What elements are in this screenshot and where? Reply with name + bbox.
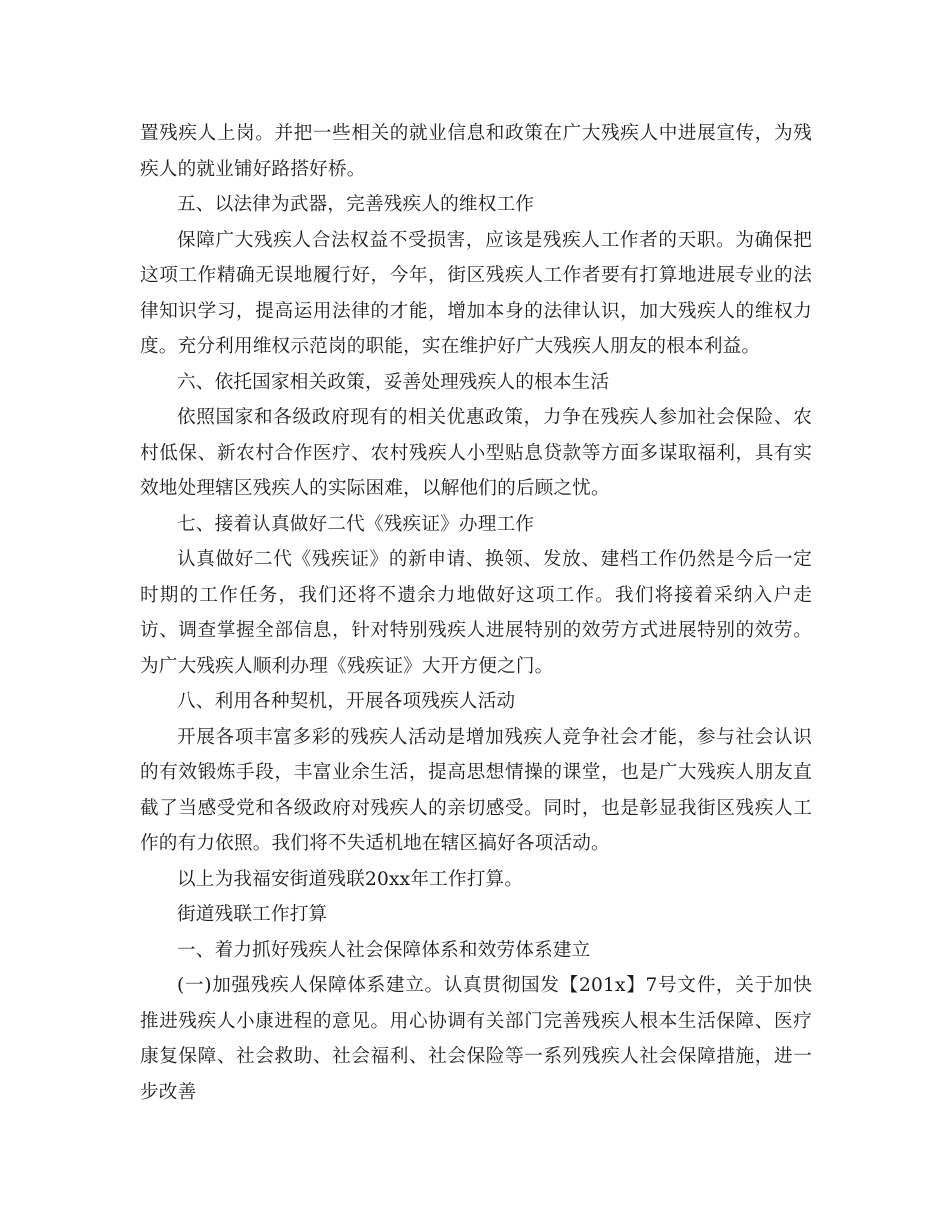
section-heading-7: 七、接着认真做好二代《残疾证》办理工作: [177, 513, 535, 535]
paragraph-3: 依照国家和各级政府现有的相关优惠政策，力争在残疾人参加社会保险、农村低保、新农村合作医疗、农村残疾人小型贴息贷款等方面多谋取福利，具有实效地处理辖区残疾人的实际困难，以解他们的后顾之忧。: [140, 407, 812, 499]
paragraph-4: 认真做好二代《残疾证》的新申请、换领、发放、建档工作仍然是今后一定时期的工作任务，我们还将不遗余力地做好这项工作。我们将接着采纳入户走访、调查掌握全部信息，针对特别残疾人进展特别的效劳方式进展特别的效劳。为广大残疾人顺利办理《残疾证》大开方便之门。: [140, 549, 812, 677]
paragraph-2: 保障广大残疾人合法权益不受损害，应该是残疾人工作者的天职。为确保把这项工作精确无误地履行好，今年，街区残疾人工作者要有打算地进展专业的法律知识学习，提高运用法律的才能，增加本身的法律认识，加大残疾人的维权力度。充分利用维权示范岗的职能，实在维护好广大残疾人朋友的根本利益。: [140, 229, 812, 357]
document-body: [140, 116, 812, 1110]
section-heading-6: 六、依托国家相关政策，妥善处理残疾人的根本生活: [177, 371, 610, 393]
paragraph-5: 开展各项丰富多彩的残疾人活动是增加残疾人竞争社会才能，参与社会认识的有效锻炼手段，丰富业余生活，提高思想情操的课堂，也是广大残疾人朋友直截了当感受党和各级政府对残疾人的亲切感受。同时，也是彰显我街区残疾人工作的有力依照。我们将不失适机地在辖区搞好各项活动。: [140, 726, 812, 854]
plan-title: 街道残联工作打算: [177, 904, 328, 925]
section-heading-1: 一、着力抓好残疾人社会保障体系和效劳体系建立: [177, 939, 591, 961]
paragraph-6: (一)加强残疾人保障体系建立。认真贯彻国发【201x】7号文件，关于加快推进残疾人小康进程的意见。用心协调有关部门完善残疾人根本生活保障、医疗康复保障、社会救助、社会福利、社会保险等一系列残疾人社会保障措施，进一步改善: [140, 975, 812, 1103]
closing-line: 以上为我福安街道残联20xx年工作打算。: [177, 868, 524, 890]
section-heading-5: 五、以法律为武器，完善残疾人的维权工作: [177, 194, 535, 215]
section-heading-8: 八、利用各种契机，开展各项残疾人活动: [177, 691, 516, 712]
paragraph-1: 置残疾人上岗。并把一些相关的就业信息和政策在广大残疾人中进展宣传，为残疾人的就业铺好路搭好桥。: [140, 123, 812, 180]
